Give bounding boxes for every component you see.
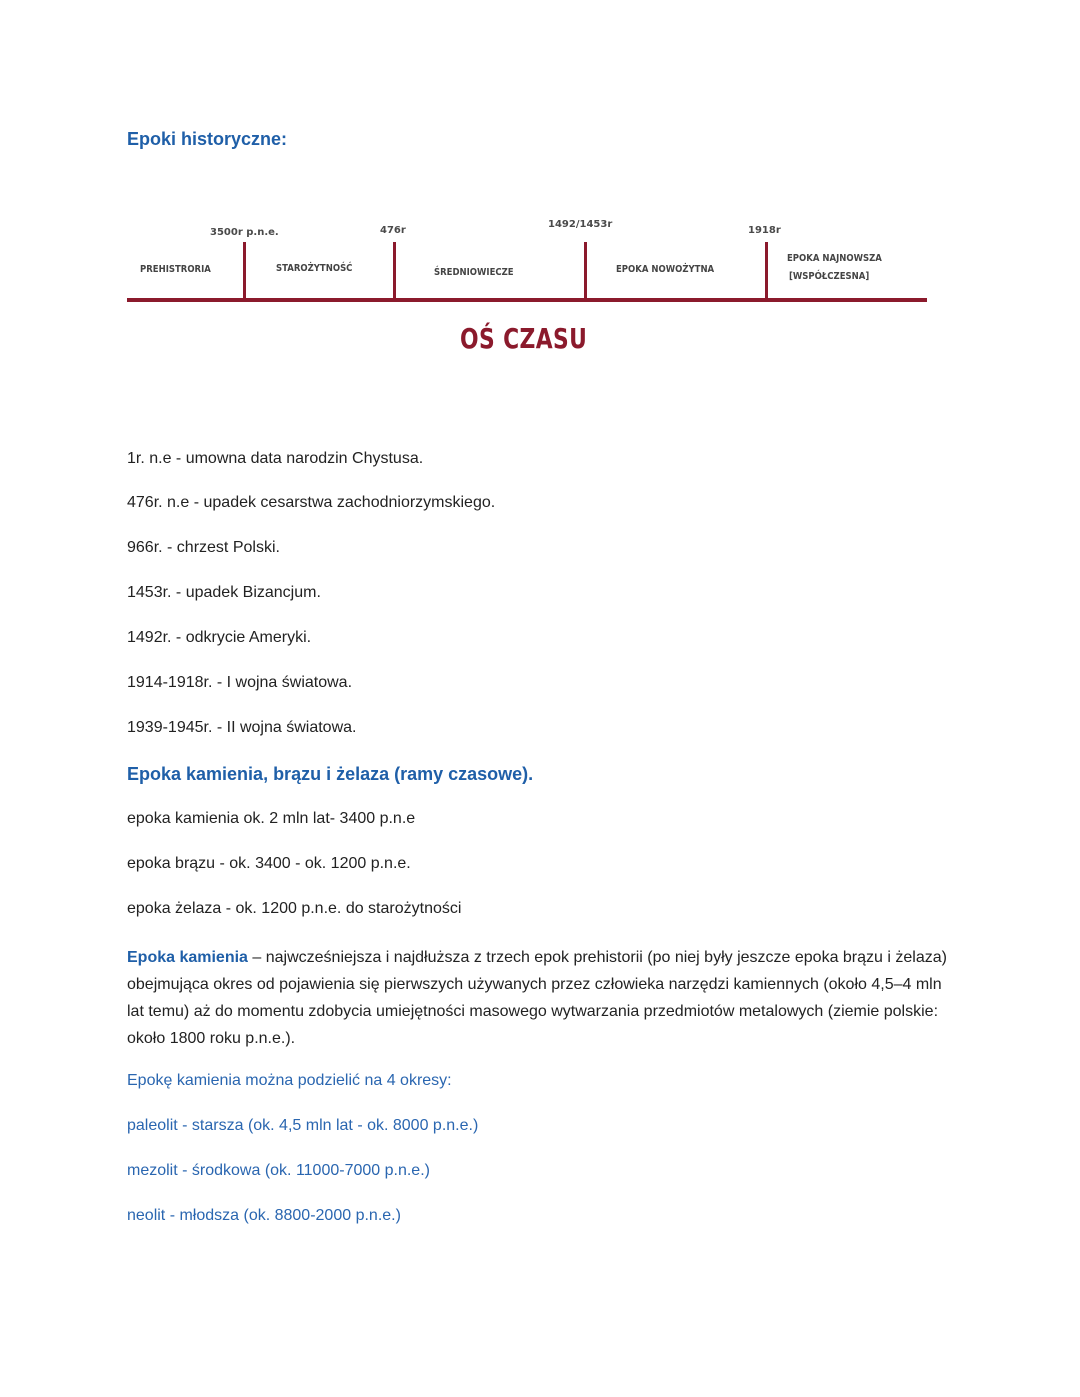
timeline-date-1918: 1918r [748,225,781,236]
heading-historical-epochs: Epoki historyczne: [127,129,288,149]
timeline-era-middle-ages: ŚREDNIOWIECZE [434,267,514,278]
timeline-era-antiquity: STAROŻYTNOŚĆ [276,263,353,274]
event-line-4: 1453r. - upadek Bizancjum. [127,584,321,601]
stone-age-paragraph [127,944,957,1052]
timeline-era-modern: EPOKA NOWOŻYTNA [616,264,715,275]
event-line-2: 476r. n.e - upadek cesarstwa zachodniorzymskiego. [127,494,496,511]
timeline-tick-1 [243,242,246,299]
event-line-6: 1914-1918r. - I wojna światowa. [127,674,353,691]
timeline-tick-4 [765,242,768,299]
period-neolith: neolit - młodsza (ok. 8800-2000 p.n.e.) [127,1207,401,1224]
periods-intro: Epokę kamienia można podzielić na 4 okresy: [127,1072,452,1089]
timeline-title: OŚ CZASU [460,322,588,355]
timeline-era-contemporary-sub: [WSPÓŁCZESNA] [789,271,870,282]
paragraph-keyword: Epoka kamienia [127,949,248,966]
timeline-era-prehistory: PREHISTRORIA [140,264,211,275]
timeline-tick-3 [584,242,587,299]
age-line-bronze: epoka brązu - ok. 3400 - ok. 1200 p.n.e. [127,855,411,872]
timeline-tick-2 [393,242,396,299]
event-line-3: 966r. - chrzest Polski. [127,539,280,556]
timeline-date-1492: 1492/1453r [548,219,613,230]
event-line-1: 1r. n.e - umowna data narodzin Chystusa. [127,450,424,467]
heading-stone-bronze-iron: Epoka kamienia, brązu i żelaza (ramy czasowe). [127,764,534,784]
period-mesolith: mezolit - środkowa (ok. 11000-7000 p.n.e.) [127,1162,430,1179]
period-paleolith: paleolit - starsza (ok. 4,5 mln lat - ok. 8000 p.n.e.) [127,1117,479,1134]
timeline-era-contemporary: EPOKA NAJNOWSZA [787,253,882,264]
timeline-figure [120,205,940,375]
timeline-date-476: 476r [380,225,406,236]
event-line-7: 1939-1945r. - II wojna światowa. [127,719,357,736]
age-line-iron: epoka żelaza - ok. 1200 p.n.e. do starożytności [127,900,462,917]
timeline-date-3500: 3500r p.n.e. [210,227,279,238]
age-line-stone: epoka kamienia ok. 2 mln lat- 3400 p.n.e [127,810,416,827]
paragraph-text: – najwcześniejsza i najdłuższa z trzech epok prehistorii (po niej były jeszcze epoka brązu i żelaza) obejmująca okres od pojawienia się pierwszych używanych przez człowieka narzędzi kamiennych (około 4,5–4 mln lat temu) aż do momentu zdobycia umiejętności masowego wytwarzania przedmiotów metalowych (ziemie polskie: około 1800 roku p.n.e.). [127,949,947,1047]
timeline-axis [127,298,927,302]
event-line-5: 1492r. - odkrycie Ameryki. [127,629,312,646]
